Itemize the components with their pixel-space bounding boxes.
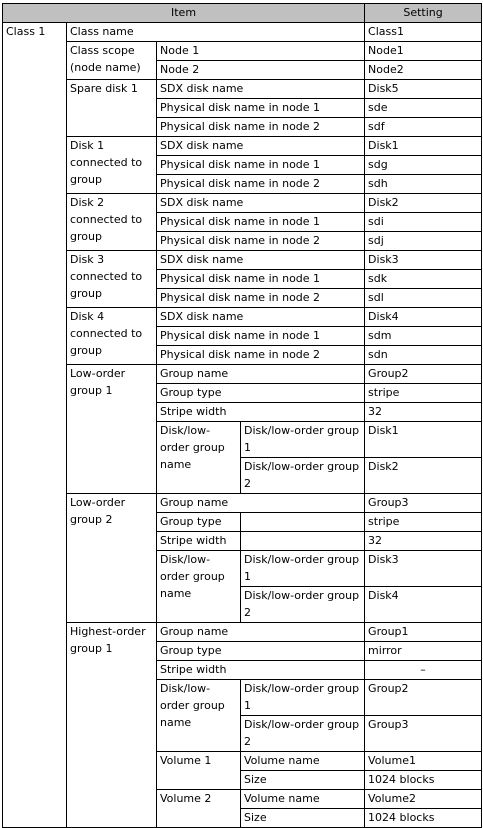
phys-node2-label: Physical disk name in node 2 bbox=[157, 118, 365, 137]
dlog1-value: Disk3 bbox=[365, 551, 482, 587]
stripe-width-label: Stripe width bbox=[157, 661, 365, 680]
disk-label: Disk 2 connected to group bbox=[67, 194, 157, 251]
volume-name-value: Volume1 bbox=[365, 752, 482, 771]
size-label: Size bbox=[241, 771, 365, 790]
phys-node1-label: Physical disk name in node 1 bbox=[157, 327, 365, 346]
node2-value: Node2 bbox=[365, 61, 482, 80]
disk-label: Disk 3 connected to group bbox=[67, 251, 157, 308]
group-name-value: Group1 bbox=[365, 623, 482, 642]
volume-name-label: Volume name bbox=[241, 790, 365, 809]
group-name-value: Group2 bbox=[365, 365, 482, 384]
phys-node2-value: sdh bbox=[365, 175, 482, 194]
class-name-label: Class name bbox=[67, 23, 365, 42]
disk-low-order-group-name-label: Disk/low-order group name bbox=[157, 551, 241, 623]
dlog2-value: Group3 bbox=[365, 716, 482, 752]
phys-node1-value: sdm bbox=[365, 327, 482, 346]
volume-name-value: Volume2 bbox=[365, 790, 482, 809]
low-group-2-label: Low-order group 2 bbox=[67, 494, 157, 623]
dlog2-value: Disk4 bbox=[365, 587, 482, 623]
sdx-disk-name-value: Disk3 bbox=[365, 251, 482, 270]
phys-node2-label: Physical disk name in node 2 bbox=[157, 232, 365, 251]
phys-node1-value: sdi bbox=[365, 213, 482, 232]
stripe-width-value: 32 bbox=[365, 532, 482, 551]
phys-node2-value: sdf bbox=[365, 118, 482, 137]
low-group-1-label: Low-order group 1 bbox=[67, 365, 157, 494]
group-type-label: Group type bbox=[157, 642, 365, 661]
node1-value: Node1 bbox=[365, 42, 482, 61]
sdx-disk-name-label: SDX disk name bbox=[157, 137, 365, 156]
dlog1-label: Disk/low-order group 1 bbox=[241, 422, 365, 458]
sdx-disk-name-label: SDX disk name bbox=[157, 80, 365, 99]
volume-1-label: Volume 1 bbox=[157, 752, 241, 790]
phys-node2-label: Physical disk name in node 2 bbox=[157, 175, 365, 194]
dlog2-label: Disk/low-order group 2 bbox=[241, 587, 365, 623]
stripe-width-value: – bbox=[365, 661, 482, 680]
phys-node2-value: sdn bbox=[365, 346, 482, 365]
dlog1-value: Disk1 bbox=[365, 422, 482, 458]
size-value: 1024 blocks bbox=[365, 809, 482, 828]
group-name-label: Group name bbox=[157, 365, 365, 384]
phys-node1-label: Physical disk name in node 1 bbox=[157, 213, 365, 232]
stripe-width-value: 32 bbox=[365, 403, 482, 422]
phys-node1-label: Physical disk name in node 1 bbox=[157, 99, 365, 118]
phys-node2-value: sdj bbox=[365, 232, 482, 251]
class-scope-label: Class scope (node name) bbox=[67, 42, 157, 80]
node1-label: Node 1 bbox=[157, 42, 365, 61]
phys-node1-label: Physical disk name in node 1 bbox=[157, 156, 365, 175]
class-label: Class 1 bbox=[3, 23, 67, 828]
group-type-label: Group type bbox=[157, 513, 241, 532]
sdx-disk-name-value: Disk2 bbox=[365, 194, 482, 213]
dlog2-value: Disk2 bbox=[365, 458, 482, 494]
group-name-label: Group name bbox=[157, 623, 365, 642]
phys-node2-label: Physical disk name in node 2 bbox=[157, 346, 365, 365]
dlog2-label: Disk/low-order group 2 bbox=[241, 458, 365, 494]
group-name-value: Group3 bbox=[365, 494, 482, 513]
blank-cell bbox=[241, 513, 365, 532]
size-value: 1024 blocks bbox=[365, 771, 482, 790]
phys-node1-value: sdg bbox=[365, 156, 482, 175]
dlog1-label: Disk/low-order group 1 bbox=[241, 680, 365, 716]
disk-label: Disk 1 connected to group bbox=[67, 137, 157, 194]
header-item: Item bbox=[3, 4, 365, 23]
volume-name-label: Volume name bbox=[241, 752, 365, 771]
group-type-value: stripe bbox=[365, 384, 482, 403]
class-name-value: Class1 bbox=[365, 23, 482, 42]
phys-node2-value: sdl bbox=[365, 289, 482, 308]
config-table bbox=[2, 3, 482, 828]
sdx-disk-name-value: Disk4 bbox=[365, 308, 482, 327]
disk-label: Disk 4 connected to group bbox=[67, 308, 157, 365]
volume-2-label: Volume 2 bbox=[157, 790, 241, 828]
header-setting: Setting bbox=[365, 4, 482, 23]
size-label: Size bbox=[241, 809, 365, 828]
disk-label: Spare disk 1 bbox=[67, 80, 157, 137]
group-type-value: mirror bbox=[365, 642, 482, 661]
sdx-disk-name-value: Disk5 bbox=[365, 80, 482, 99]
sdx-disk-name-label: SDX disk name bbox=[157, 194, 365, 213]
phys-node1-value: sdk bbox=[365, 270, 482, 289]
phys-node1-label: Physical disk name in node 1 bbox=[157, 270, 365, 289]
disk-low-order-group-name-label: Disk/low-order group name bbox=[157, 422, 241, 494]
sdx-disk-name-label: SDX disk name bbox=[157, 308, 365, 327]
dlog1-value: Group2 bbox=[365, 680, 482, 716]
group-type-value: stripe bbox=[365, 513, 482, 532]
blank-cell bbox=[241, 532, 365, 551]
phys-node1-value: sde bbox=[365, 99, 482, 118]
phys-node2-label: Physical disk name in node 2 bbox=[157, 289, 365, 308]
dlog1-label: Disk/low-order group 1 bbox=[241, 551, 365, 587]
group-type-label: Group type bbox=[157, 384, 365, 403]
disk-low-order-group-name-label: Disk/low-order group name bbox=[157, 680, 241, 752]
sdx-disk-name-value: Disk1 bbox=[365, 137, 482, 156]
high-group-1-label: Highest-order group 1 bbox=[67, 623, 157, 828]
dlog2-label: Disk/low-order group 2 bbox=[241, 716, 365, 752]
group-name-label: Group name bbox=[157, 494, 365, 513]
sdx-disk-name-label: SDX disk name bbox=[157, 251, 365, 270]
stripe-width-label: Stripe width bbox=[157, 532, 241, 551]
node2-label: Node 2 bbox=[157, 61, 365, 80]
stripe-width-label: Stripe width bbox=[157, 403, 365, 422]
